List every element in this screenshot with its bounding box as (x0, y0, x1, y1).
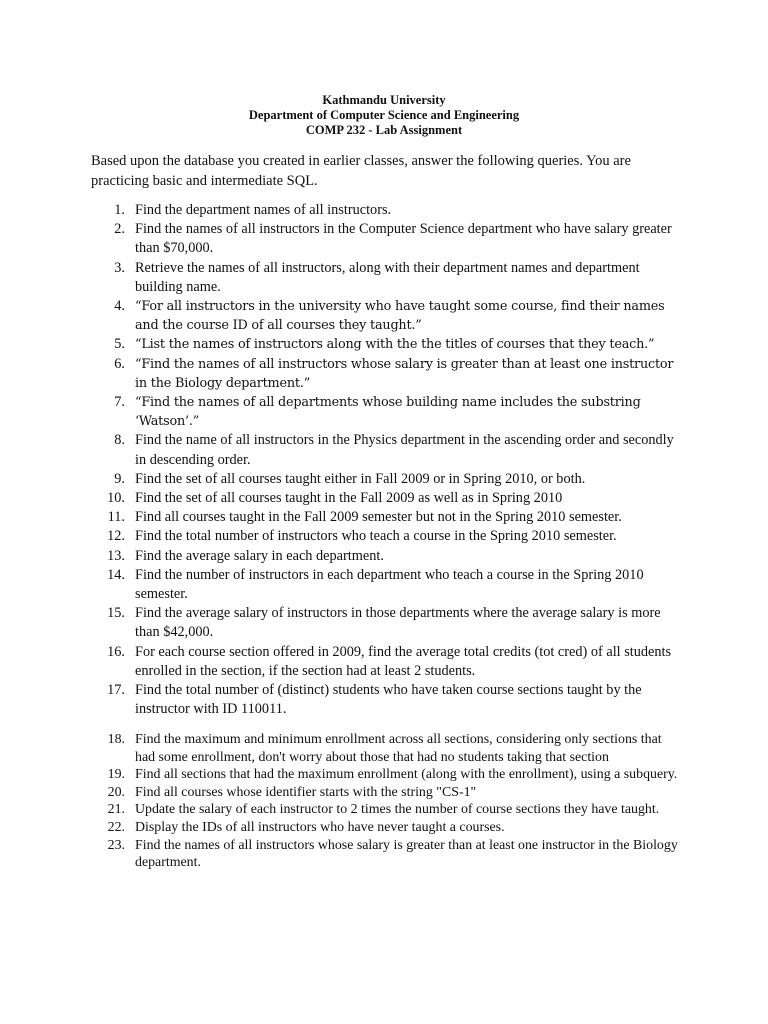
question-text: Find the department names of all instructors. (135, 202, 392, 218)
question-item (91, 220, 681, 258)
question-item (91, 431, 681, 469)
question-number: 15. (107, 605, 125, 622)
question-item (91, 297, 681, 335)
question-item (91, 393, 681, 431)
question-number: 16. (107, 643, 125, 660)
question-text: “For all instructors in the university who have taught some course, find their names and the course ID of all courses they taught.” (135, 299, 665, 334)
question-number: 11. (107, 509, 125, 526)
document-header (0, 93, 768, 138)
question-number: 22. (107, 819, 125, 835)
question-item (91, 837, 681, 872)
question-text: For each course section offered in 2009, find the average total credits (tot cred) of all students enrolled in the section, if the section had at least 2 students. (135, 643, 672, 679)
question-text: Find the number of instructors in each department who teach a course in the Spring 2010 semester. (135, 566, 644, 603)
question-list-part-2 (91, 731, 681, 872)
question-number: 10. (107, 490, 125, 507)
question-number: 14. (107, 566, 125, 583)
question-number: 5. (114, 336, 125, 353)
question-item (91, 201, 681, 220)
question-number: 18. (107, 732, 125, 747)
question-item (91, 819, 681, 837)
question-item (91, 470, 681, 489)
question-item (91, 643, 681, 681)
question-text: Find the total number of instructors who teach a course in the Spring 2010 semester. (135, 528, 617, 545)
question-text: Find the name of all instructors in the Physics department in the ascending order and secondly in descending order. (135, 432, 674, 468)
question-text: Find the average salary of instructors in those departments where the average salary is more than $42,000. (135, 605, 661, 641)
question-text: Find the set of all courses taught in the Fall 2009 as well as in Spring 2010 (135, 490, 563, 507)
question-number: 20. (107, 784, 125, 800)
question-number: 19. (107, 767, 125, 783)
university-name: Kathmandu University (322, 93, 446, 107)
question-text: Find all sections that had the maximum enrollment (along with the enrollment), using a subquery. (135, 767, 678, 783)
assignment-title: COMP 232 - Lab Assignment (305, 123, 463, 137)
question-text: Retrieve the names of all instructors, along with their department names and department building name. (135, 259, 640, 295)
question-number: 6. (114, 355, 125, 372)
question-text: Find all courses taught in the Fall 2009 semester but not in the Spring 2010 semester. (135, 509, 622, 526)
question-number: 3. (114, 259, 125, 276)
question-item (91, 527, 681, 546)
question-item (91, 784, 681, 802)
question-number: 4. (114, 298, 125, 315)
question-text: “List the names of instructors along with the the titles of courses that they teach.” (135, 337, 655, 353)
question-item (91, 681, 681, 719)
question-item (91, 355, 681, 393)
question-item (91, 801, 681, 819)
question-text: Find the set of all courses taught either in Fall 2009 or in Spring 2010, or both. (135, 470, 586, 487)
question-text: Find the maximum and minimum enrollment across all sections, considering only sections that had some enrollment, don't worry about those that had no students taking that section (135, 732, 662, 765)
question-number: 17. (107, 682, 125, 699)
question-item (91, 547, 681, 566)
question-number: 7. (114, 394, 125, 411)
question-text: “Find the names of all departments whose building name includes the substring ‘Watson’.” (135, 395, 641, 430)
question-number: 1. (114, 202, 125, 218)
question-number: 13. (107, 547, 125, 564)
question-list-part-1 (91, 201, 681, 719)
question-number: 8. (114, 432, 125, 449)
question-number: 23. (107, 837, 125, 853)
question-text: “Find the names of all instructors whose salary is greater than at least one instructor in the Biology department.” (135, 356, 674, 391)
question-item (91, 508, 681, 527)
question-text: Find the names of all instructors whose salary is greater than at least one instructor in the Biology department. (135, 837, 678, 871)
question-number: 12. (107, 528, 125, 545)
question-text: Find the average salary in each department. (135, 547, 384, 564)
question-item (91, 766, 681, 784)
question-text: Find all courses whose identifier starts with the string "CS-1" (135, 784, 477, 800)
question-text: Update the salary of each instructor to 2 times the number of course sections they have taught. (135, 802, 660, 818)
question-number: 9. (114, 470, 125, 487)
question-item (91, 335, 681, 354)
question-item (91, 731, 681, 766)
question-number: 21. (107, 802, 125, 818)
department-name: Department of Computer Science and Engineering (248, 108, 520, 122)
question-item (91, 489, 681, 508)
question-item (91, 566, 681, 604)
question-number: 2. (114, 221, 125, 238)
intro-paragraph: Based upon the database you created in earlier classes, answer the following queries. You are practicing basic and intermediate SQL. (91, 153, 631, 189)
question-item (91, 259, 681, 297)
question-text: Display the IDs of all instructors who have never taught a courses. (135, 819, 505, 835)
question-text: Find the total number of (distinct) students who have taken course sections taught by the instructor with ID 110011. (135, 682, 642, 718)
question-text: Find the names of all instructors in the Computer Science department who have salary greater than $70,000. (135, 221, 672, 257)
question-item (91, 604, 681, 642)
